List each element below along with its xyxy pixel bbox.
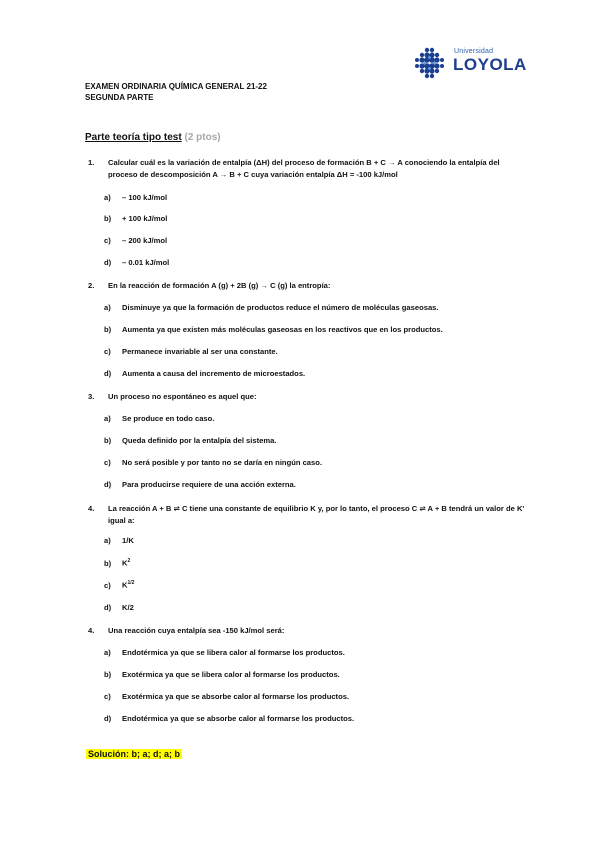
- logo-university-text: Universidad: [454, 48, 494, 55]
- exam-title: EXAMEN ORDINARIA QUÍMICA GENERAL 21-22: [85, 82, 267, 91]
- q3-option-c: [104, 458, 322, 467]
- q3-option-a: [104, 414, 214, 423]
- option-letter: b): [104, 558, 112, 568]
- question-text: Un proceso no espontáneo es aquel que:: [108, 392, 257, 401]
- q1-option-a: [104, 193, 167, 202]
- solution-highlight: Solución: b; a; d; a; b: [88, 749, 180, 759]
- q2-option-a: [104, 303, 439, 312]
- option-letter: a): [104, 414, 111, 423]
- q5-option-a: [104, 648, 345, 657]
- logo-loyola-text: LOYOLA: [453, 55, 527, 74]
- q5-option-b: [104, 670, 340, 679]
- option-letter: b): [104, 214, 112, 223]
- option-letter: a): [104, 303, 111, 312]
- q4-option-b: [104, 558, 130, 568]
- question-number: 4.: [88, 504, 95, 513]
- option-text: Endotérmica ya que se absorbe calor al formarse los productos.: [122, 714, 355, 723]
- option-text: Se produce en todo caso.: [122, 414, 215, 423]
- q1-option-c: [104, 236, 167, 245]
- option-text: Endotérmica ya que se libera calor al formarse los productos.: [122, 648, 345, 657]
- exam-subtitle: SEGUNDA PARTE: [85, 93, 154, 102]
- option-letter: c): [104, 236, 111, 245]
- option-text: K: [122, 580, 128, 590]
- q4-option-d: [104, 603, 134, 612]
- option-text: 1/K: [122, 536, 134, 545]
- q1-option-d: [104, 258, 169, 267]
- option-text: K: [122, 558, 128, 568]
- option-letter: b): [104, 670, 112, 679]
- q1-option-b: [104, 214, 167, 223]
- option-text: Para producirse requiere de una acción externa.: [122, 480, 296, 489]
- option-text: Aumenta a causa del incremento de microestados.: [122, 369, 306, 378]
- option-exponent: 2: [127, 558, 131, 564]
- question-number: 4.: [88, 626, 95, 635]
- option-text: Exotérmica ya que se libera calor al formarse los productos.: [122, 670, 340, 679]
- question-number: 1.: [88, 158, 95, 167]
- option-letter: a): [104, 648, 111, 657]
- q5-option-c: [104, 692, 349, 701]
- option-letter: b): [104, 436, 112, 445]
- q4-option-a: [104, 536, 134, 545]
- option-letter: c): [104, 692, 111, 701]
- logo-dots-icon: [412, 46, 452, 80]
- question-text: Una reacción cuya entalpía sea -150 kJ/mol será:: [108, 626, 285, 635]
- option-text: K/2: [122, 603, 134, 612]
- option-text: Aumenta ya que existen más moléculas gaseosas en los reactivos que en los productos.: [122, 325, 443, 334]
- option-text: – 0.01 kJ/mol: [122, 258, 170, 267]
- section-title-text: Parte teoría tipo test: [85, 132, 182, 143]
- option-text: No será posible y por tanto no se daría en ningún caso.: [122, 458, 323, 467]
- option-letter: a): [104, 536, 111, 545]
- section-points: (2 ptos): [184, 132, 221, 143]
- option-exponent: 1/2: [127, 580, 135, 586]
- q3-option-b: [104, 436, 276, 445]
- question-number: 2.: [88, 281, 95, 290]
- option-text: – 100 kJ/mol: [122, 193, 168, 202]
- option-letter: a): [104, 193, 111, 202]
- option-letter: d): [104, 603, 112, 612]
- option-letter: d): [104, 480, 112, 489]
- option-letter: d): [104, 714, 112, 723]
- option-letter: d): [104, 369, 112, 378]
- option-text: – 200 kJ/mol: [122, 236, 168, 245]
- option-letter: c): [104, 580, 111, 590]
- q2-option-b: [104, 325, 443, 334]
- question-text: En la reacción de formación A (g) + 2B (g) → C (g) la entropía:: [108, 281, 331, 290]
- option-text: Permanece invariable al ser una constante.: [122, 347, 278, 356]
- option-text: Disminuye ya que la formación de productos reduce el número de moléculas gaseosas.: [122, 303, 439, 312]
- option-text: Queda definido por la entalpía del sistema.: [122, 436, 277, 445]
- q3-option-d: [104, 480, 296, 489]
- q4-option-c: [104, 580, 134, 590]
- option-text: Exotérmica ya que se absorbe calor al formarse los productos.: [122, 692, 350, 701]
- section-title: [85, 132, 221, 143]
- option-letter: d): [104, 258, 112, 267]
- question-number: 3.: [88, 392, 95, 401]
- option-letter: c): [104, 347, 111, 356]
- question-text: La reacción A + B ⇌ C tiene una constante de equilibrio K y, por lo tanto, el proceso C ⇌ A + B tendrá un valor de K' igual a:: [108, 504, 525, 525]
- q5-option-d: [104, 714, 354, 723]
- option-letter: c): [104, 458, 111, 467]
- question-text: Calcular cuál es la variación de entalpía (ΔH) del proceso de formación B + C → A conociendo la entalpía del proceso de descomposición A → B + C cuya variación entalpía ΔH = -100 kJ/mol: [108, 158, 500, 179]
- option-text: + 100 kJ/mol: [122, 214, 168, 223]
- q2-option-c: [104, 347, 278, 356]
- university-logo: [412, 46, 527, 80]
- option-letter: b): [104, 325, 112, 334]
- q2-option-d: [104, 369, 305, 378]
